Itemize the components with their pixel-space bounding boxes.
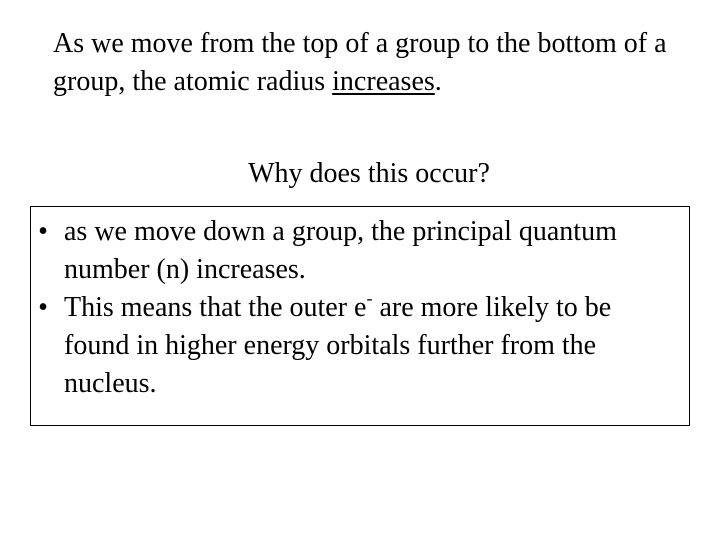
bullet-item-principal-quantum-number bbox=[31, 213, 689, 289]
question-heading: Why does this occur? bbox=[248, 158, 490, 189]
intro-text: As we move from the top of a group to the bottom of a group, the atomic radius bbox=[53, 28, 667, 97]
intro-emphasis-increases: increases bbox=[332, 66, 435, 97]
bullet-text bbox=[64, 288, 612, 399]
bullet-icon: • bbox=[38, 292, 48, 323]
bullet-text: as we move down a group, the principal quantum number (n) increases. bbox=[64, 216, 617, 285]
intro-statement bbox=[53, 25, 693, 101]
bullet-text-after: are more likely to be found in higher energy orbitals further from the nucleus. bbox=[64, 292, 612, 399]
answer-bullet-list bbox=[31, 213, 689, 403]
electron-charge-superscript: - bbox=[366, 288, 373, 308]
intro-period: . bbox=[434, 66, 442, 97]
bullet-icon: • bbox=[38, 216, 48, 247]
bullet-item-outer-electrons bbox=[31, 289, 689, 403]
bullet-text-before: This means that the outer e bbox=[64, 292, 367, 323]
answer-box bbox=[30, 206, 690, 426]
